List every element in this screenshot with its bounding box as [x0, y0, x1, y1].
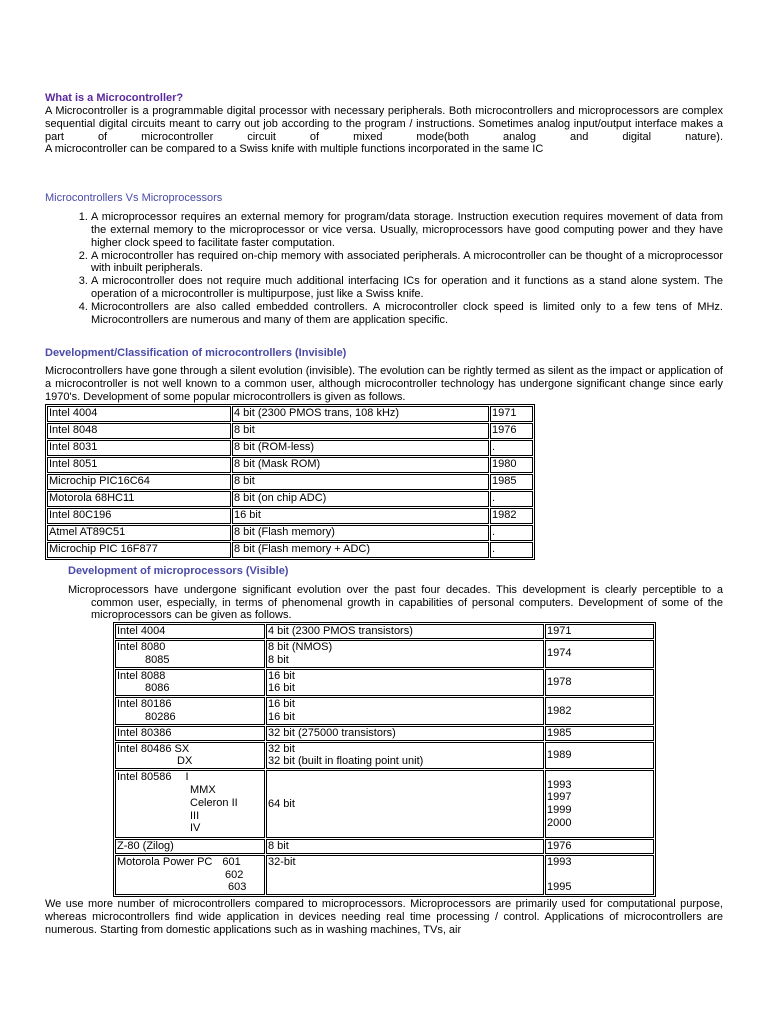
mp-year: 1974	[545, 640, 654, 668]
table-row	[115, 669, 654, 697]
mp-desc: 32-bit	[266, 855, 544, 895]
mp-name: Intel 4004	[115, 624, 265, 639]
mp-desc-line: 8 bit	[268, 653, 289, 666]
table-row	[115, 697, 654, 725]
mp-desc-line: 16 bit	[268, 698, 295, 711]
mp-year: 1982	[545, 697, 654, 725]
mp-desc: 64 bit	[266, 770, 544, 838]
list-item: 1. A microprocessor requires an external memory for program/data storage. Instruction execution requires movement of data from the external memory to the microprocessor or vice versa. Usually, microprocessors have good computing power and they have higher clock speed to facilitate faster computation.	[91, 211, 723, 249]
heading-what-is-microcontroller: What is a Microcontroller?	[45, 92, 184, 104]
mp-year	[545, 770, 654, 838]
table-row	[47, 491, 533, 507]
mp-year	[545, 855, 654, 895]
mp-variant: MMX	[190, 783, 216, 796]
paragraph-mc-evolution: Microcontrollers have gone through a silent evolution (invisible). The evolution can be rightly termed as silent as the impact or application of a microcontroller is not well known to a common user, although microcontroller technology has undergone significant change since early 1970's. Development of some popular microcontrollers is given as follows.	[45, 365, 723, 403]
mp-year-line: 1999	[547, 804, 572, 817]
mc-year: .	[490, 440, 533, 456]
mp-year: 1976	[545, 839, 654, 854]
mc-year: .	[490, 542, 533, 558]
mc-desc: 8 bit (on chip ADC)	[232, 491, 489, 507]
mp-year-line: 1995	[547, 881, 572, 894]
mp-variant: Celeron II	[190, 796, 238, 809]
mp-year: 1989	[545, 742, 654, 770]
table-row	[47, 542, 533, 558]
mc-desc: 8 bit	[232, 423, 489, 439]
mc-desc: 16 bit	[232, 508, 489, 524]
mp-year-line: 2000	[547, 816, 572, 829]
microcontroller-table	[45, 404, 535, 560]
mc-desc: 8 bit (ROM-less)	[232, 440, 489, 456]
mc-name: Atmel AT89C51	[47, 525, 231, 541]
mc-year: 1985	[490, 474, 533, 490]
mp-name-line: Intel 8088	[117, 669, 166, 682]
microprocessor-table	[113, 622, 656, 897]
table-row	[47, 423, 533, 439]
table-row	[115, 640, 654, 668]
mp-name	[115, 697, 265, 725]
mp-name-line: 8085	[145, 653, 170, 666]
mp-name	[115, 855, 265, 895]
mc-name: Microchip PIC 16F877	[47, 542, 231, 558]
mp-year-line: 1997	[547, 791, 572, 804]
mp-variant: 603	[228, 881, 247, 894]
document-page	[45, 92, 723, 937]
mp-name	[115, 742, 265, 770]
table-row	[47, 457, 533, 473]
mp-desc	[266, 669, 544, 697]
mp-desc-line: 16 bit	[268, 682, 295, 695]
mp-variant: III	[190, 809, 200, 822]
mc-desc: 8 bit (Mask ROM)	[232, 457, 489, 473]
mc-name: Intel 8048	[47, 423, 231, 439]
mp-name-line: Motorola Power PC 601	[117, 855, 241, 868]
heading-mp-development: Development of microprocessors (Visible)	[68, 564, 289, 577]
mc-year: 1982	[490, 508, 533, 524]
mp-desc	[266, 640, 544, 668]
mc-year: 1976	[490, 423, 533, 439]
mp-name-line: DX	[177, 755, 193, 768]
mp-name	[115, 770, 265, 838]
mp-name	[115, 640, 265, 668]
mp-name	[115, 669, 265, 697]
mc-year: .	[490, 525, 533, 541]
mc-desc: 8 bit	[232, 474, 489, 490]
mp-year: 1985	[545, 726, 654, 741]
mp-name-line: 8086	[145, 682, 170, 695]
heading-mc-classification: Development/Classification of microcontrollers (Invisible)	[45, 347, 347, 360]
mc-name: Intel 4004	[47, 406, 231, 422]
mp-name: Z-80 (Zilog)	[115, 839, 265, 854]
comparison-list	[45, 211, 723, 326]
mc-name: Intel 80C196	[47, 508, 231, 524]
table-row	[115, 742, 654, 770]
mp-desc: 8 bit	[266, 839, 544, 854]
mp-desc	[266, 697, 544, 725]
mp-name-line: Intel 8080	[117, 640, 166, 653]
mc-name: Motorola 68HC11	[47, 491, 231, 507]
mp-name-line: Intel 80186	[117, 698, 172, 711]
mp-desc-line: 16 bit	[268, 710, 295, 723]
mp-name-line: Intel 80586 I	[117, 771, 189, 784]
mp-variant: 602	[225, 868, 244, 881]
paragraph-applications: We use more number of microcontrollers compared to microprocessors. Microprocessors are primarily used for computational purpose, whereas microcontrollers find wide application in devices needing real time processing / control. Applications of microcontrollers are numerous. Starting from domestic applications such as in washing machines, TVs, air	[45, 898, 723, 936]
table-row	[115, 855, 654, 895]
heading-mc-vs-mp: Microcontrollers Vs Microprocessors	[45, 192, 223, 205]
table-row	[47, 474, 533, 490]
table-row	[47, 440, 533, 456]
mp-variant: IV	[190, 822, 201, 835]
mp-year-line: 1993	[547, 855, 572, 868]
mc-desc: 4 bit (2300 PMOS trans, 108 kHz)	[232, 406, 489, 422]
mp-desc-line: 16 bit	[268, 669, 295, 682]
mp-year: 1978	[545, 669, 654, 697]
table-row	[115, 726, 654, 741]
list-item: 2. A microcontroller has required on-chip memory with associated peripherals. A microcontroller can be thought of a microprocessor with inbuilt peripherals.	[91, 250, 723, 276]
table-row	[47, 508, 533, 524]
table-row	[47, 525, 533, 541]
table-row	[47, 406, 533, 422]
mp-year: 1971	[545, 624, 654, 639]
mp-name-line: Intel 80486 SX	[117, 742, 190, 755]
mc-name: Intel 8031	[47, 440, 231, 456]
mc-name: Microchip PIC16C64	[47, 474, 231, 490]
mc-desc: 8 bit (Flash memory)	[232, 525, 489, 541]
mp-desc: 32 bit (275000 transistors)	[266, 726, 544, 741]
paragraph-swiss-knife: A microcontroller can be compared to a Swiss knife with multiple functions incorporated in the same IC	[45, 143, 544, 156]
mc-year: .	[490, 491, 533, 507]
mp-desc-line: 8 bit (NMOS)	[268, 640, 333, 653]
mc-name: Intel 8051	[47, 457, 231, 473]
table-row	[115, 624, 654, 639]
mp-desc-line: 32 bit (built in floating point unit)	[268, 755, 424, 768]
paragraph-microcontroller-definition: A Microcontroller is a programmable digital processor with necessary peripherals. Both microcontrollers and microprocessors are complex sequential digital circuits meant to carry out job according to the program / instructions. Sometimes analog input/output interface makes a part of microcontroller circuit of mixed mode(both analog and digital nature).	[45, 105, 723, 143]
mp-desc: 4 bit (2300 PMOS transistors)	[266, 624, 544, 639]
table-row	[115, 839, 654, 854]
paragraph-mp-evolution: Microprocessors have undergone significant evolution over the past four decades. This development is clearly perceptible to a common user, especially, in terms of phenomenal growth in capabilities of personal computers. Development of some of the microprocessors can be given as follows.	[68, 583, 723, 622]
mp-name-line: 80286	[145, 710, 176, 723]
mc-year: 1971	[490, 406, 533, 422]
mp-name: Intel 80386	[115, 726, 265, 741]
mp-desc-line: 32 bit	[268, 742, 295, 755]
mp-desc	[266, 742, 544, 770]
mc-desc: 8 bit (Flash memory + ADC)	[232, 542, 489, 558]
list-item: 4. Microcontrollers are also called embedded controllers. A microcontroller clock speed is limited only to a few tens of MHz. Microcontrollers are numerous and many of them are application specific.	[91, 301, 723, 327]
mc-year: 1980	[490, 457, 533, 473]
table-row	[115, 770, 654, 838]
list-item: 3. A microcontroller does not require much additional interfacing ICs for operation and it functions as a stand alone system. The operation of a microcontroller is multipurpose, just like a Swiss knife.	[91, 275, 723, 301]
mp-year-line: 1993	[547, 778, 572, 791]
